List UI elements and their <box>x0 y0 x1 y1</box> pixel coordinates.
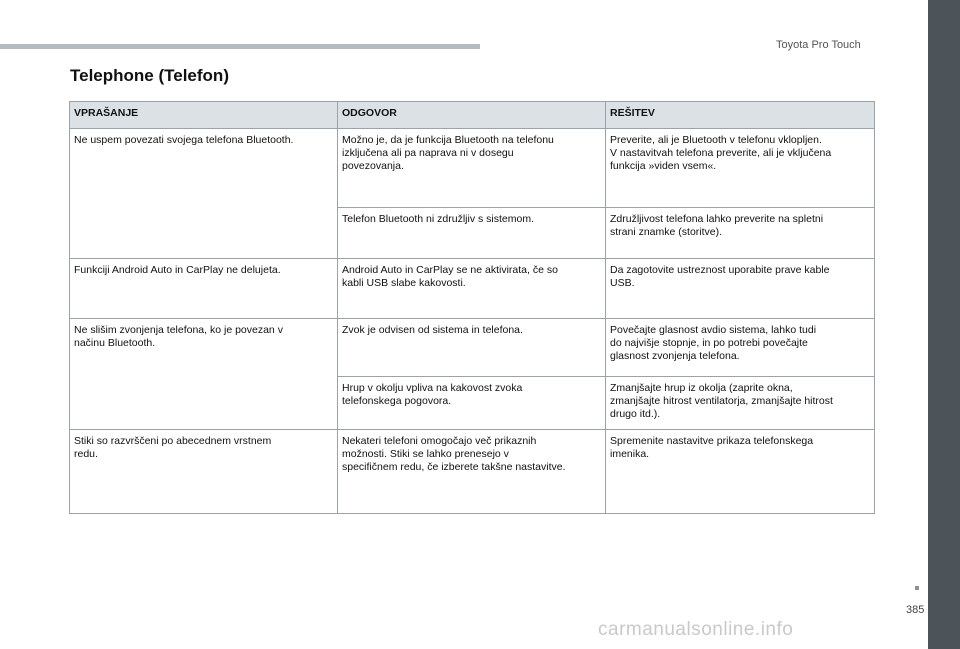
question-cell: Ne uspem povezati svojega telefona Bluetooth. <box>70 129 338 259</box>
table-row <box>70 259 875 319</box>
table-header-row <box>70 102 875 129</box>
question-cell: Stiki so razvrščeni po abecednem vrstnem redu. <box>70 430 338 514</box>
question-cell: Ne slišim zvonjenja telefona, ko je povezan v načinu Bluetooth. <box>70 319 338 430</box>
page-number: 385 <box>906 604 925 616</box>
table-row <box>70 430 875 514</box>
column-header-answer: ODGOVOR <box>338 102 606 129</box>
answer-cell: Možno je, da je funkcija Bluetooth na telefonu izključena ali pa naprava ni v dosegu povezovanja. <box>338 129 606 208</box>
faq-table <box>69 101 875 514</box>
solution-cell: Zmanjšajte hrup iz okolja (zaprite okna, zmanjšajte hitrost ventilatorja, zmanjšajte hitrost drugo itd.). <box>606 377 875 430</box>
column-header-question: VPRAŠANJE <box>70 102 338 129</box>
solution-cell: Povečajte glasnost avdio sistema, lahko tudi do najvišje stopnje, in po potrebi povečajte glasnost zvonjenja telefona. <box>606 319 875 377</box>
answer-cell: Nekateri telefoni omogočajo več prikaznih možnosti. Stiki se lahko prenesejo v specifičnem redu, če izberete takšne nastavitve. <box>338 430 606 514</box>
page-title: Telephone (Telefon) <box>70 66 229 85</box>
chapter-side-bar <box>928 0 960 649</box>
page-marker <box>915 586 919 590</box>
answer-cell: Zvok je odvisen od sistema in telefona. <box>338 319 606 377</box>
answer-cell: Telefon Bluetooth ni združljiv s sistemom. <box>338 208 606 259</box>
solution-cell: Združljivost telefona lahko preverite na spletni strani znamke (storitve). <box>606 208 875 259</box>
column-header-solution: REŠITEV <box>606 102 875 129</box>
answer-cell: Hrup v okolju vpliva na kakovost zvoka telefonskega pogovora. <box>338 377 606 430</box>
table-row <box>70 319 875 377</box>
manual-title: Toyota Pro Touch <box>776 39 861 51</box>
answer-cell: Android Auto in CarPlay se ne aktivirata, če so kabli USB slabe kakovosti. <box>338 259 606 319</box>
header-rule <box>0 44 480 49</box>
question-cell: Funkciji Android Auto in CarPlay ne delujeta. <box>70 259 338 319</box>
solution-cell: Spremenite nastavitve prikaza telefonskega imenika. <box>606 430 875 514</box>
solution-cell: Da zagotovite ustreznost uporabite prave kable USB. <box>606 259 875 319</box>
solution-cell: Preverite, ali je Bluetooth v telefonu vklopljen. V nastavitvah telefona preverite, ali je vključena funkcija »viden vsem«. <box>606 129 875 208</box>
watermark: carmanualsonline.info <box>598 619 794 640</box>
table-row <box>70 129 875 208</box>
